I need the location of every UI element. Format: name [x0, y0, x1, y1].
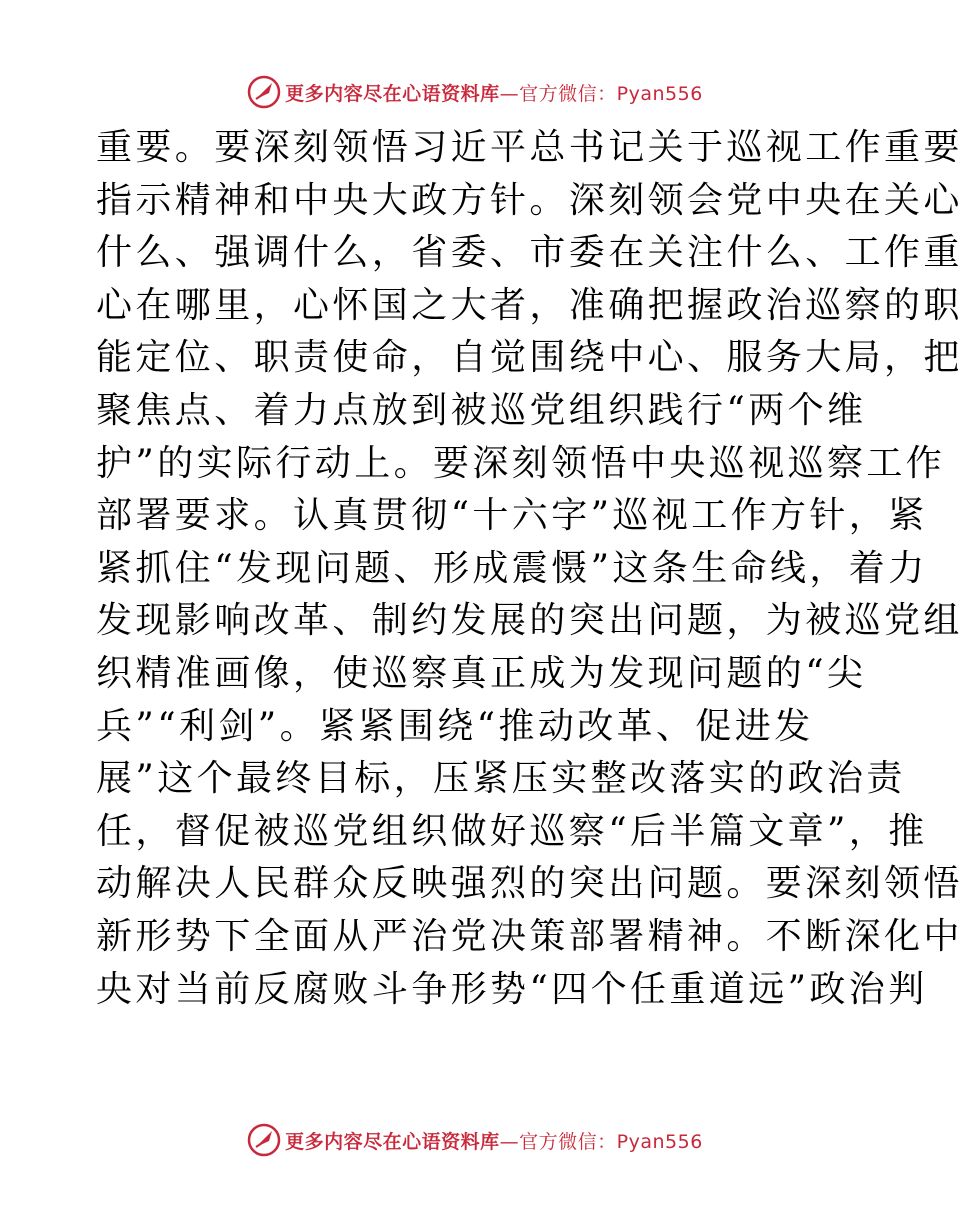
- header-text-sub: 官方微信：Pyan556: [519, 82, 703, 105]
- text-line: 心在哪里，心怀国之大者，准确把握政治巡察的职: [96, 284, 963, 326]
- text-line: 紧抓住“发现问题、形成震慑”这条生命线，着力: [96, 547, 928, 589]
- footer-text-sub: 官方微信：Pyan556: [519, 1130, 703, 1153]
- text-line: 发现影响改革、制约发展的突出问题，为被巡党组: [96, 600, 963, 642]
- header-text-main: 更多内容尽在心语资料库: [285, 82, 500, 105]
- text-line: 兵”“利剑”。紧紧围绕“推动改革、促进发: [96, 705, 814, 747]
- quill-logo-icon: [247, 75, 281, 109]
- text-line: 什么、强调什么，省委、市委在关注什么、工作重: [96, 232, 963, 274]
- quill-logo-icon: [247, 1123, 281, 1157]
- text-line: 央对当前反腐败斗争形势“四个任重道远”政治判: [96, 968, 928, 1010]
- text-line: 动解决人民群众反映强烈的突出问题。要深刻领悟: [96, 863, 963, 905]
- header-dash: —: [499, 82, 520, 105]
- text-line: 部署要求。认真贯彻“十六字”巡视工作方针，紧: [96, 495, 928, 537]
- footer-text: [285, 1127, 703, 1154]
- header-banner: [0, 72, 950, 112]
- text-line: 聚焦点、着力点放到被巡党组织践行“两个维: [96, 389, 867, 431]
- text-line: 织精准画像，使巡察真正成为发现问题的“尖: [96, 652, 867, 694]
- footer-text-main: 更多内容尽在心语资料库: [285, 1130, 500, 1153]
- footer-banner: [0, 1120, 950, 1160]
- text-line: 指示精神和中央大政方针。深刻领会党中央在关心: [96, 179, 963, 221]
- text-line: 护”的实际行动上。要深刻领悟中央巡视巡察工作: [96, 442, 946, 484]
- text-line: 重要。要深刻领悟习近平总书记关于巡视工作重要: [96, 127, 963, 168]
- text-line: 能定位、职责使命，自觉围绕中心、服务大局，把: [96, 337, 963, 379]
- footer-dash: —: [499, 1130, 520, 1153]
- document-body: [96, 122, 963, 1016]
- text-line: 展”这个最终目标，压紧压实整改落实的政治责: [96, 758, 906, 800]
- text-line: 新形势下全面从严治党决策部署精神。不断深化中: [96, 915, 963, 957]
- text-line: 任，督促被巡党组织做好巡察“后半篇文章”，推: [96, 810, 928, 852]
- header-text: [285, 79, 703, 106]
